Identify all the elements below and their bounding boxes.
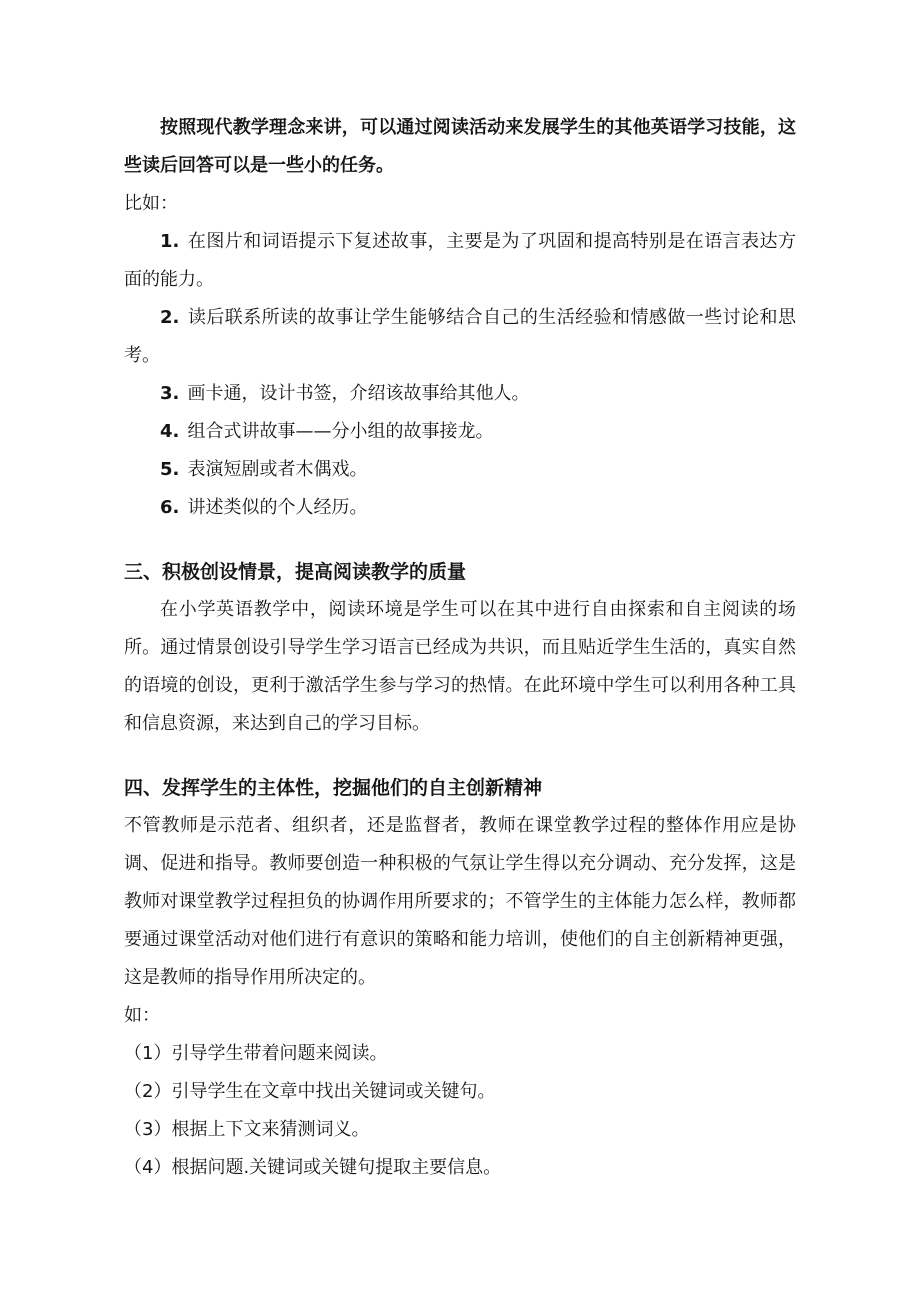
task-text: 在图片和词语提示下复述故事，主要是为了巩固和提高特别是在语言表达方面的能力。 <box>124 231 796 290</box>
task-text: 读后联系所读的故事让学生能够结合自己的生活经验和情感做一些讨论和思考。 <box>124 307 796 366</box>
task-item <box>124 299 796 375</box>
task-text: 组合式讲故事——分小组的故事接龙。 <box>187 421 494 442</box>
task-number: 1. <box>160 231 180 252</box>
task-item <box>124 451 796 489</box>
task-text: 表演短剧或者木偶戏。 <box>187 459 368 480</box>
method-item: （3）根据上下文来猜测词义。 <box>124 1119 370 1140</box>
task-text: 画卡通，设计书签，介绍该故事给其他人。 <box>187 383 530 404</box>
method-item: （4）根据问题.关键词或关键句提取主要信息。 <box>124 1157 502 1178</box>
task-item <box>124 413 796 451</box>
task-number: 5. <box>160 459 180 480</box>
section-4-body: 不管教师是示范者、组织者，还是监督者，教师在课堂教学过程的整体作用应是协调、促进和指导。教师要创造一种积极的气氛让学生得以充分调动、充分发挥，这是教师对课堂教学过程担负的协调作用所要求的；不管学生的主体能力怎么样，教师都要通过课堂活动对他们进行有意识的策略和能力培训，使他们的自主创新精神更强，这是教师的指导作用所决定的。 <box>124 815 796 988</box>
task-item <box>124 223 796 299</box>
example-label: 比如： <box>124 193 178 214</box>
section-3-heading: 三、积极创设情景，提高阅读教学的质量 <box>124 561 467 583</box>
task-item <box>124 489 796 527</box>
method-item: （2）引导学生在文章中找出关键词或关键句。 <box>124 1081 496 1102</box>
task-item <box>124 375 796 413</box>
task-number: 2. <box>160 307 180 328</box>
intro-paragraph: 按照现代教学理念来讲，可以通过阅读活动来发展学生的其他英语学习技能，这些读后回答可以是一些小的任务。 <box>124 117 796 176</box>
section-3-body: 在小学英语教学中，阅读环境是学生可以在其中进行自由探索和自主阅读的场所。通过情景创设引导学生学习语言已经成为共识，而且贴近学生生活的，真实自然的语境的创设，更利于激活学生参与学习的热情。在此环境中学生可以利用各种工具和信息资源，来达到自己的学习目标。 <box>124 599 796 734</box>
section-4-heading: 四、发挥学生的主体性，挖掘他们的自主创新精神 <box>124 777 543 799</box>
method-item: （1）引导学生带着问题来阅读。 <box>124 1043 388 1064</box>
example-label-2: 如： <box>124 1005 160 1026</box>
task-number: 3. <box>160 383 180 404</box>
task-text: 讲述类似的个人经历。 <box>187 497 368 518</box>
task-number: 6. <box>160 497 180 518</box>
task-number: 4. <box>160 421 180 442</box>
